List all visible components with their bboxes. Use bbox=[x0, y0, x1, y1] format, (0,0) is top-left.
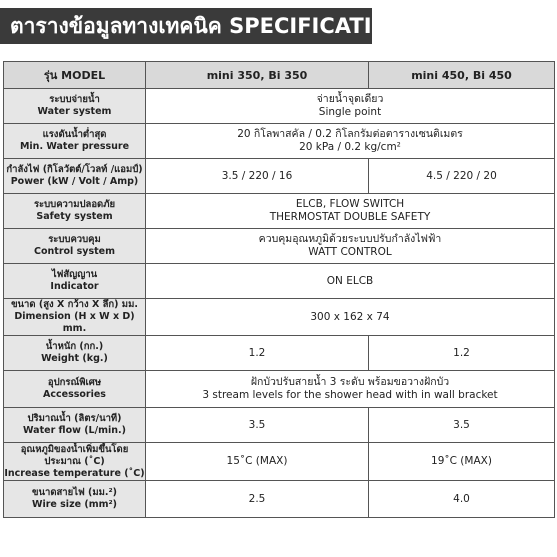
row-label bbox=[4, 336, 146, 371]
row-label-english: Min. Water pressure bbox=[19, 141, 130, 152]
row-label-thai: ระบบจ่ายน้ำ bbox=[49, 94, 100, 105]
row-label-thai: อุณหภูมิของน้ำเพิ่มขึ้นโดยประมาณ (˚C) bbox=[20, 443, 129, 467]
value-line: WATT CONTROL bbox=[308, 246, 392, 258]
table-row bbox=[4, 264, 555, 299]
table-row bbox=[4, 124, 555, 159]
row-value-shared bbox=[146, 89, 555, 124]
table-row bbox=[4, 194, 555, 229]
row-value-shared bbox=[146, 229, 555, 264]
value-model-350: 1.2 bbox=[146, 336, 369, 371]
value-line: ควบคุมอุณหภูมิด้วยระบบปรับกำลังไฟฟ้า bbox=[258, 233, 442, 245]
value-line: จ่ายน้ำจุดเดียว bbox=[316, 93, 384, 105]
row-label bbox=[4, 481, 146, 518]
value-model-350: 3.5 / 220 / 16 bbox=[146, 159, 369, 194]
row-label-english: Accessories bbox=[43, 389, 106, 400]
table-row bbox=[4, 229, 555, 264]
table-row bbox=[4, 159, 555, 194]
value-model-450: 19˚C (MAX) bbox=[369, 443, 555, 481]
specification-table bbox=[3, 61, 555, 518]
value-line: Single point bbox=[318, 106, 382, 118]
row-value-shared bbox=[146, 194, 555, 229]
row-label-english: Dimension (H x W x D) mm. bbox=[14, 311, 135, 334]
row-label bbox=[4, 124, 146, 159]
row-label-thai: น้ำหนัก (กก.) bbox=[45, 341, 104, 352]
value-model-450: 4.0 bbox=[369, 481, 555, 518]
value-line: 20 kPa / 0.2 kg/cm² bbox=[299, 141, 401, 153]
row-label bbox=[4, 264, 146, 299]
row-label-english: Control system bbox=[34, 246, 115, 257]
value-line: 300 x 162 x 74 bbox=[310, 310, 390, 323]
column-header-350: mini 350, Bi 350 bbox=[146, 62, 369, 89]
row-label-thai: ขนาด (สูง X กว้าง X ลึก) มม. bbox=[11, 299, 138, 310]
row-value-shared bbox=[146, 299, 555, 336]
row-label-thai: กำลังไฟ (กิโลวัตต์/โวลท์ /แอมป์) bbox=[6, 164, 143, 175]
table-row bbox=[4, 299, 555, 336]
row-label bbox=[4, 89, 146, 124]
row-label bbox=[4, 371, 146, 408]
row-label-english: Water flow (L/min.) bbox=[23, 425, 126, 436]
row-value-shared bbox=[146, 371, 555, 408]
row-label-thai: ขนาดสายไฟ (มม.²) bbox=[32, 487, 117, 498]
row-label-english: Indicator bbox=[50, 281, 99, 292]
row-label-thai: ระบบควบคุม bbox=[48, 234, 101, 245]
row-label-thai: ไฟสัญญาน bbox=[51, 269, 98, 280]
value-line: ELCB, FLOW SWITCH bbox=[295, 198, 405, 210]
value-model-450: 3.5 bbox=[369, 408, 555, 443]
value-line: THERMOSTAT DOUBLE SAFETY bbox=[269, 211, 431, 223]
table-row bbox=[4, 371, 555, 408]
value-model-350: 3.5 bbox=[146, 408, 369, 443]
row-label-thai: แรงดันน้ำต่ำสุด bbox=[42, 129, 107, 140]
row-value-shared bbox=[146, 124, 555, 159]
row-label-english: Safety system bbox=[36, 211, 113, 222]
table-row bbox=[4, 481, 555, 518]
row-label-thai: อุปกรณ์พิเศษ bbox=[47, 377, 102, 388]
row-label bbox=[4, 194, 146, 229]
row-label-english: Power (kW / Volt / Amp) bbox=[10, 176, 139, 187]
value-model-350: 15˚C (MAX) bbox=[146, 443, 369, 481]
row-label bbox=[4, 408, 146, 443]
table-row bbox=[4, 408, 555, 443]
table-row bbox=[4, 443, 555, 481]
row-label bbox=[4, 299, 146, 336]
row-label bbox=[4, 229, 146, 264]
table-row bbox=[4, 89, 555, 124]
row-label-thai: ปริมาณน้ำ (ลิตร/นาที) bbox=[27, 413, 122, 424]
value-model-350: 2.5 bbox=[146, 481, 369, 518]
column-header-model: รุ่น MODEL bbox=[4, 62, 146, 89]
value-line: ON ELCB bbox=[326, 274, 374, 287]
column-header-450: mini 450, Bi 450 bbox=[369, 62, 555, 89]
value-line: 20 กิโลพาสคัล / 0.2 กิโลกรัมต่อตารางเซนติเมตร bbox=[237, 128, 463, 140]
row-label-english: Weight (kg.) bbox=[41, 353, 108, 364]
page-title: ตารางข้อมูลทางเทคนิค SPECIFICATION bbox=[0, 8, 372, 44]
table-header-row bbox=[4, 62, 555, 89]
table-body bbox=[4, 89, 555, 518]
value-model-450: 1.2 bbox=[369, 336, 555, 371]
row-value-shared bbox=[146, 264, 555, 299]
value-line: ฝักบัวปรับสายน้ำ 3 ระดับ พร้อมขอวางฝักบัว bbox=[250, 376, 450, 388]
row-label-english: Increase temperature (˚C) bbox=[4, 467, 145, 479]
value-line: 3 stream levels for the shower head with in wall bracket bbox=[202, 389, 498, 401]
row-label-thai: ระบบความปลอดภัย bbox=[33, 199, 116, 210]
row-label bbox=[4, 159, 146, 194]
row-label bbox=[4, 443, 146, 481]
value-model-450: 4.5 / 220 / 20 bbox=[369, 159, 555, 194]
row-label-english: Water system bbox=[37, 106, 112, 117]
row-label-english: Wire size (mm²) bbox=[31, 499, 117, 510]
table-row bbox=[4, 336, 555, 371]
